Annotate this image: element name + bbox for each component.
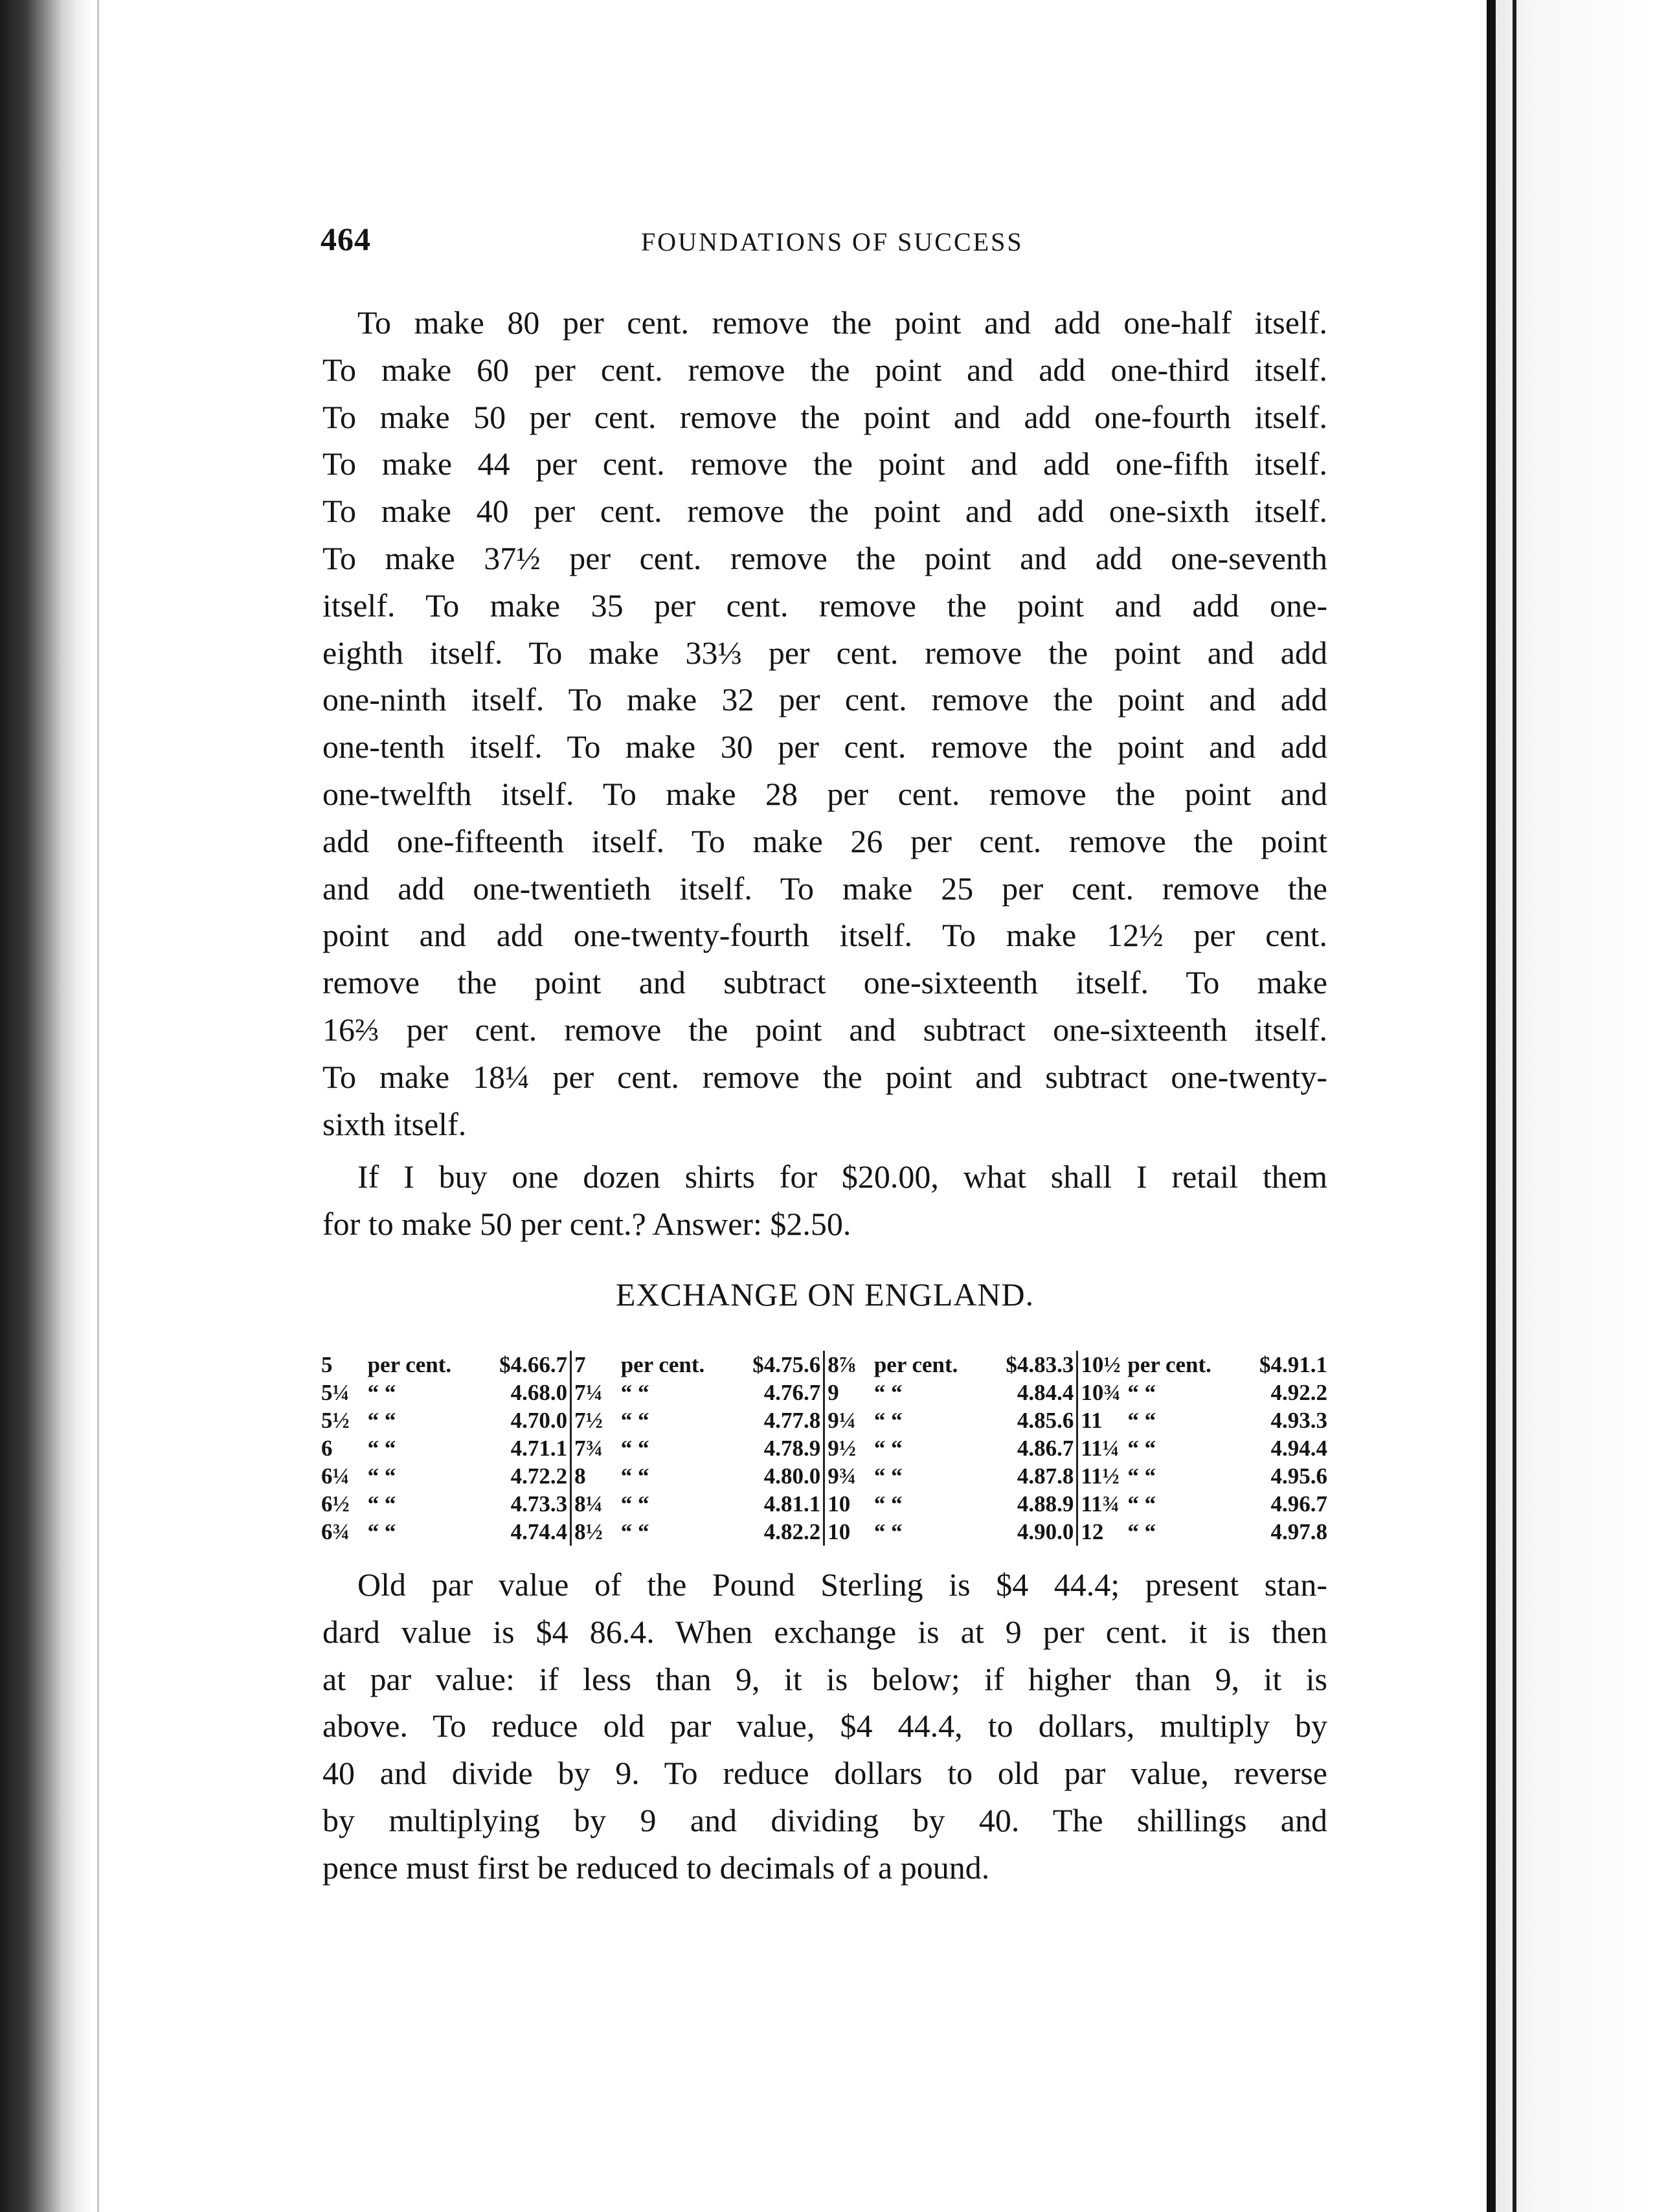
facing-page-edge: [1496, 0, 1655, 2212]
text-line: To make 80 per cent. remove the point and add one-half itself.: [357, 304, 1327, 341]
rate-label-cell: “ “: [873, 1408, 903, 1433]
rate-percent-cell: 9½: [828, 1436, 856, 1461]
rate-label-cell: “ “: [873, 1380, 903, 1405]
rate-label-cell: “ “: [367, 1463, 396, 1489]
rate-percent-cell: 10½: [1081, 1352, 1121, 1377]
rate-amount-cell: 4.85.6: [999, 1406, 1077, 1434]
rate-amount-cell: 4.93.3: [1270, 1408, 1327, 1433]
rate-label-cell: “ “: [1127, 1491, 1156, 1517]
rate-amount-cell: 4.92.2: [1270, 1380, 1327, 1405]
rate-label-cell: per cent.: [873, 1352, 958, 1377]
text-line: point and add one-twenty-fourth itself. To make 12½ per cent.: [322, 917, 1327, 954]
text-line: If I buy one dozen shirts for $20.00, what shall I retail them: [357, 1158, 1327, 1195]
rate-label-cell: “ “: [620, 1436, 649, 1461]
rate-percent-cell: 6: [321, 1436, 333, 1461]
rate-percent-cell: 6¾: [321, 1519, 350, 1544]
rate-percent-cell: 6¼: [321, 1463, 350, 1489]
rate-amount-cell: $4.83.3: [999, 1351, 1077, 1379]
par-value-paragraph: [322, 1561, 1327, 1891]
rate-percent-cell: 7½: [574, 1408, 603, 1433]
rate-amount-cell: 4.71.1: [492, 1434, 570, 1462]
rate-amount-cell: 4.74.4: [492, 1518, 570, 1546]
rate-label-cell: “ “: [1127, 1408, 1156, 1433]
text-line: dard value is $4 86.4. When exchange is at 9 per cent. it is then: [322, 1613, 1327, 1650]
rate-amount-cell: 4.86.7: [999, 1434, 1077, 1462]
rate-amount-cell: 4.77.8: [745, 1406, 824, 1434]
rate-percent-cell: 10¾: [1081, 1380, 1121, 1405]
rate-amount-cell: 4.90.0: [999, 1518, 1077, 1546]
rate-label-cell: per cent.: [620, 1352, 705, 1377]
rate-label-cell: per cent.: [1127, 1352, 1211, 1377]
rate-amount-cell: 4.72.2: [492, 1462, 570, 1490]
rate-amount-cell: 4.68.0: [492, 1379, 570, 1406]
section-heading: EXCHANGE ON ENGLAND.: [615, 1276, 1035, 1313]
rate-percent-cell: 9: [828, 1380, 839, 1405]
rate-percent-cell: 8¼: [574, 1491, 603, 1517]
text-line: one-twelfth itself. To make 28 per cent. remove the point and: [322, 775, 1327, 812]
text-line: one-tenth itself. To make 30 per cent. remove the point and add: [322, 728, 1327, 765]
rate-label-cell: “ “: [873, 1519, 903, 1544]
rate-label-cell: “ “: [367, 1380, 396, 1405]
text-line: at par value: if less than 9, it is below; if higher than 9, it is: [322, 1660, 1327, 1697]
rate-percent-cell: 8: [574, 1463, 586, 1489]
rate-amount-cell: $4.66.7: [492, 1351, 570, 1379]
rate-label-cell: “ “: [367, 1491, 396, 1517]
rate-label-cell: “ “: [1127, 1380, 1156, 1405]
rate-percent-cell: 12: [1081, 1519, 1104, 1544]
rate-label-cell: “ “: [367, 1519, 396, 1544]
text-line: itself. To make 35 per cent. remove the point and add one-: [322, 587, 1327, 624]
rate-percent-cell: 5¼: [321, 1380, 350, 1405]
text-line: Old par value of the Pound Sterling is $4 44.4; present stan-: [357, 1566, 1327, 1603]
table-row: [319, 1351, 1330, 1379]
rate-percent-cell: 10: [828, 1519, 851, 1544]
rate-percent-cell: 11½: [1081, 1463, 1120, 1489]
rate-label-cell: “ “: [873, 1436, 903, 1461]
rate-amount-cell: 4.82.2: [745, 1518, 824, 1546]
rate-label-cell: “ “: [1127, 1463, 1156, 1489]
gutter-line: [97, 0, 99, 2212]
book-gutter-shadow: [0, 0, 91, 2212]
rate-label-cell: “ “: [620, 1408, 649, 1433]
rate-percent-cell: 7: [574, 1352, 586, 1377]
table-row: [319, 1518, 1330, 1546]
rate-label-cell: per cent.: [367, 1352, 452, 1377]
text-line: To make 44 per cent. remove the point and add one-fifth itself.: [322, 446, 1327, 482]
rate-percent-cell: 11¾: [1081, 1491, 1120, 1517]
text-line: To make 60 per cent. remove the point and add one-third itself.: [322, 351, 1327, 388]
rate-label-cell: “ “: [1127, 1519, 1156, 1544]
rules-paragraph: [322, 299, 1327, 1147]
rate-label-cell: “ “: [620, 1491, 649, 1517]
exchange-table-body: [319, 1351, 1330, 1546]
rate-percent-cell: 7¼: [574, 1380, 603, 1405]
rate-amount-cell: 4.87.8: [999, 1462, 1077, 1490]
table-row: [319, 1379, 1330, 1406]
rate-amount-cell: 4.94.4: [1270, 1436, 1327, 1461]
text-line: remove the point and subtract one-sixteenth itself. To make: [322, 964, 1327, 1001]
text-line: To make 50 per cent. remove the point and add one-fourth itself.: [322, 398, 1327, 435]
table-row: [319, 1434, 1330, 1462]
rate-label-cell: “ “: [620, 1519, 649, 1544]
text-line: To make 37½ per cent. remove the point and add one-seventh: [322, 539, 1327, 576]
text-line: pence must first be reduced to decimals of a pound.: [322, 1849, 990, 1886]
rate-amount-cell: 4.78.9: [745, 1434, 824, 1462]
rate-percent-cell: 11¼: [1081, 1436, 1120, 1461]
rate-label-cell: “ “: [620, 1463, 649, 1489]
example-paragraph: [322, 1153, 1327, 1248]
text-line: add one-fifteenth itself. To make 26 per cent. remove the point: [322, 822, 1327, 859]
rate-amount-cell: 4.70.0: [492, 1406, 570, 1434]
text-line: above. To reduce old par value, $4 44.4, to dollars, multiply by: [322, 1708, 1327, 1744]
rate-amount-cell: 4.80.0: [745, 1462, 824, 1490]
text-line: for to make 50 per cent.? Answer: $2.50.: [322, 1205, 851, 1242]
rate-percent-cell: 10: [828, 1491, 851, 1517]
rate-percent-cell: 9¼: [828, 1408, 856, 1433]
rate-percent-cell: 11: [1081, 1408, 1103, 1433]
table-row: [319, 1462, 1330, 1490]
text-line: sixth itself.: [322, 1105, 467, 1142]
rate-amount-cell: 4.97.8: [1270, 1519, 1327, 1544]
text-line: eighth itself. To make 33⅓ per cent. remove the point and add: [322, 634, 1327, 671]
rate-amount-cell: 4.95.6: [1270, 1463, 1327, 1489]
rate-amount-cell: 4.76.7: [745, 1379, 824, 1406]
rate-percent-cell: 5: [321, 1352, 333, 1377]
rate-percent-cell: 9¾: [828, 1463, 856, 1489]
facing-page-border: [1513, 0, 1516, 2212]
page-edge-border: [1487, 0, 1496, 2212]
rate-label-cell: “ “: [620, 1380, 649, 1405]
rate-label-cell: “ “: [1127, 1436, 1156, 1461]
rate-amount-cell: 4.84.4: [999, 1379, 1077, 1406]
text-line: To make 18¼ per cent. remove the point and subtract one-twenty-: [322, 1058, 1327, 1095]
running-head: FOUNDATIONS OF SUCCESS: [641, 227, 1024, 256]
rate-percent-cell: 8⅞: [828, 1352, 856, 1377]
text-line: 16⅔ per cent. remove the point and subtract one-sixteenth itself.: [322, 1011, 1327, 1048]
rate-label-cell: “ “: [873, 1491, 903, 1517]
rate-label-cell: “ “: [367, 1408, 396, 1433]
table-row: [319, 1490, 1330, 1518]
rate-amount-cell: 4.96.7: [1270, 1491, 1327, 1517]
text-line: and add one-twentieth itself. To make 25 per cent. remove the: [322, 870, 1327, 907]
rate-percent-cell: 6½: [321, 1491, 350, 1517]
text-line: by multiplying by 9 and dividing by 40. The shillings and: [322, 1801, 1327, 1838]
text-line: one-ninth itself. To make 32 per cent. remove the point and add: [322, 681, 1327, 718]
exchange-table: [319, 1351, 1330, 1546]
rate-label-cell: “ “: [873, 1463, 903, 1489]
page-number: 464: [321, 221, 371, 257]
rate-amount-cell: $4.91.1: [1259, 1352, 1327, 1377]
rate-percent-cell: 7¾: [574, 1436, 603, 1461]
rate-label-cell: “ “: [367, 1436, 396, 1461]
rate-amount-cell: 4.88.9: [999, 1490, 1077, 1518]
text-line: 40 and divide by 9. To reduce dollars to old par value, reverse: [322, 1755, 1327, 1792]
rate-amount-cell: $4.75.6: [745, 1351, 824, 1379]
rate-percent-cell: 8½: [574, 1519, 603, 1544]
table-row: [319, 1406, 1330, 1434]
text-line: To make 40 per cent. remove the point and add one-sixth itself.: [322, 493, 1327, 530]
rate-amount-cell: 4.81.1: [745, 1490, 824, 1518]
rate-amount-cell: 4.73.3: [492, 1490, 570, 1518]
rate-percent-cell: 5½: [321, 1408, 350, 1433]
